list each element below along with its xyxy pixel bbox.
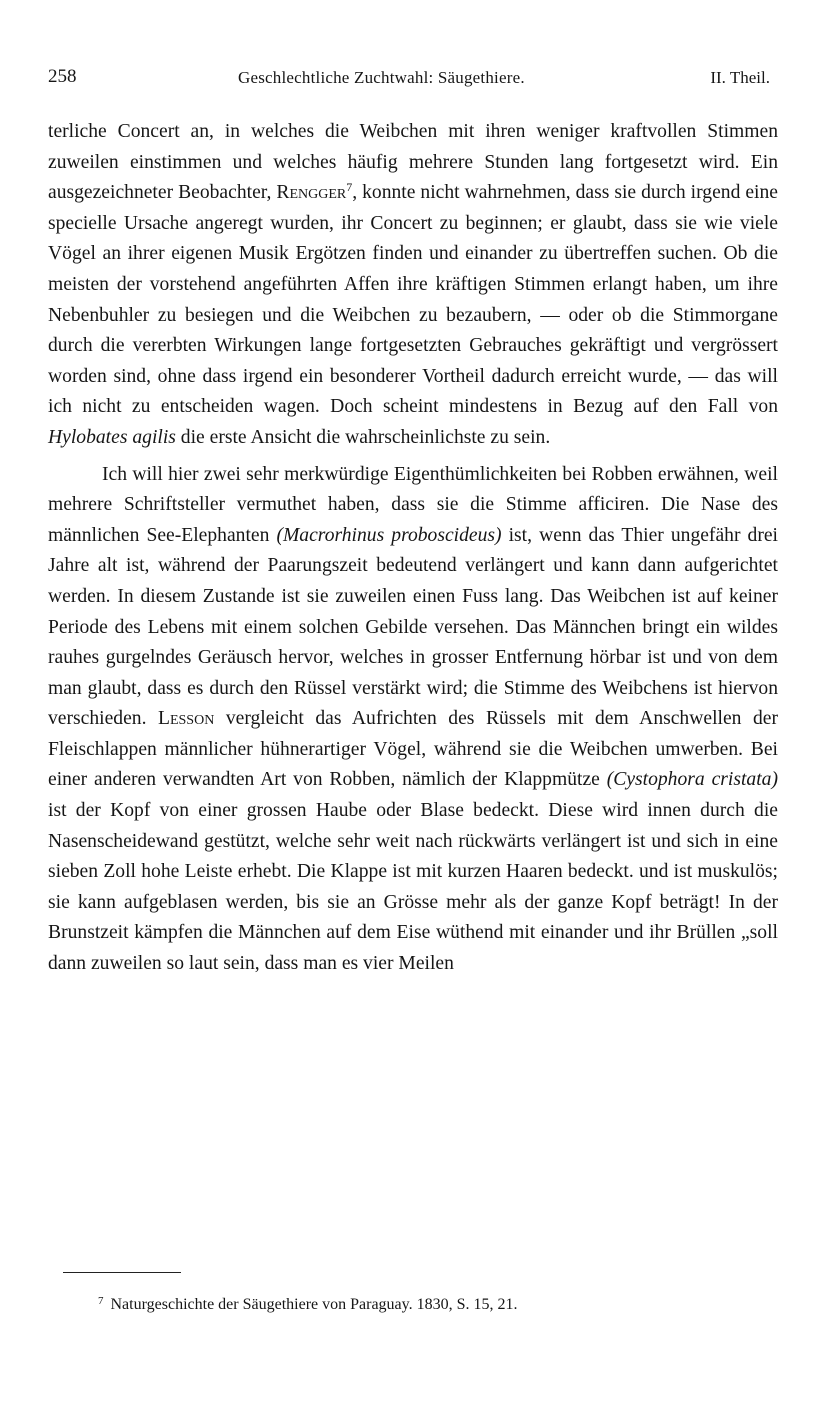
paragraph-2-text-d: ist der Kopf von einer grossen Haube oder Blase bedeckt. Diese wird innen durch die Nasenscheidewand gestützt, welche sehr weit nach rückwärts verlängert ist und sich in eine sieben Zoll hohe Leiste erhebt. Die Klappe ist mit kurzen Haaren bedeckt. und ist muskulös; sie kann aufgeblasen werden, bis sie an Grösse mehr als der ganze Kopf beträgt! In der Brunstzeit kämpfen die Männchen auf dem Eise wüthend mit einander und ihr Brüllen „soll dann zuweilen so laut sein, dass man es vier Meilen bbox=[48, 800, 778, 975]
footnote-mark: 7 bbox=[98, 1295, 104, 1307]
paragraph-1-text-a: terliche Concert an, in welches die Weibchen mit ihren weniger kraftvollen Stimmen zuweilen einstimmen und welches häufig mehrere Stunden lang fortgesetzt wird. Ein ausgezeichneter Beobachter, bbox=[48, 121, 778, 204]
paragraph-1-text-c: die erste Ansicht die wahrscheinlichste zu sein. bbox=[175, 426, 551, 448]
paragraph-1 bbox=[48, 117, 778, 454]
author-lesson: Lesson bbox=[158, 708, 215, 730]
paragraph-2 bbox=[48, 460, 778, 980]
footnote bbox=[98, 1290, 778, 1316]
author-rengger: Rengger bbox=[276, 182, 347, 204]
footnote-divider bbox=[63, 1272, 181, 1273]
part-label: II. Theil. bbox=[710, 68, 770, 87]
footnote-reference: 7 bbox=[346, 180, 353, 195]
paragraph-2-text-b: ist, wenn das Thier ungefähr drei Jahre alt ist, während der Paarungszeit bedeutend verlängert und kann dann aufgerichtet werden. In diesem Zustande ist sie zuweilen einen Fuss lang. Das Weibchen ist auf keiner Periode des Lebens mit einem solchen Gebilde versehen. Das Männchen bringt ein wildes rauhes gurgelndes Geräusch hervor, welches in grosser Entfernung hörbar ist und von dem man glaubt, dass es durch den Rüssel verstärkt wird; die Stimme des Weibchens ist hiervon verschieden. bbox=[48, 524, 778, 730]
running-header bbox=[48, 66, 770, 90]
paragraph-1-text-b: , konnte nicht wahrnehmen, dass sie durch irgend eine specielle Ursache angeregt wurden, ihr Concert zu beginnen; er glaubt, dass sie wie viele Vögel an ihrer eigenen Musik Ergötzen finden und einander zu übertreffen suchen. Ob die meisten der vorstehend angeführten Affen ihre kräftigen Stimmen erlangt haben, um ihre Nebenbuhler zu besiegen und die Weibchen zu bezaubern, — oder ob die Stimmorgane durch die vererbten Wirkungen lange fortgesetzten Gebrauches gekräftigt und vergrössert worden sind, ohne dass irgend ein besonderer Vortheil dadurch erreicht wurde, — das will ich nicht zu entscheiden wagen. Doch scheint mindestens in Bezug auf den Fall von bbox=[48, 182, 778, 418]
species-hylobates: Hylobates agilis bbox=[48, 426, 176, 448]
paragraph-2-text-c: vergleicht das Aufrichten des Rüssels mit dem Anschwellen der Fleischlappen männlicher hühnerartiger Vögel, während sie die Weibchen umwerben. Bei einer anderen verwandten Art von Robben, nämlich der Klappmütze bbox=[48, 708, 778, 791]
footnote-text: Naturgeschichte der Säugethiere von Paraguay. 1830, S. 15, 21. bbox=[110, 1296, 518, 1313]
species-cystophora: (Cystophora cristata) bbox=[606, 769, 778, 791]
page-number: 258 bbox=[48, 66, 77, 87]
book-page bbox=[48, 0, 784, 1407]
species-macrorhinus: (Macrorhinus proboscideus) bbox=[276, 524, 502, 546]
running-title: Geschlechtliche Zuchtwahl: Säugethiere. bbox=[238, 68, 525, 87]
paragraph-2-text-a: Ich will hier zwei sehr merkwürdige Eigenthümlichkeiten bei Robben erwähnen, weil mehrere Schriftsteller vermuthet haben, dass sie die Stimme afficiren. Die Nase des männlichen See-Elephanten bbox=[48, 463, 778, 546]
body-text bbox=[48, 117, 778, 980]
